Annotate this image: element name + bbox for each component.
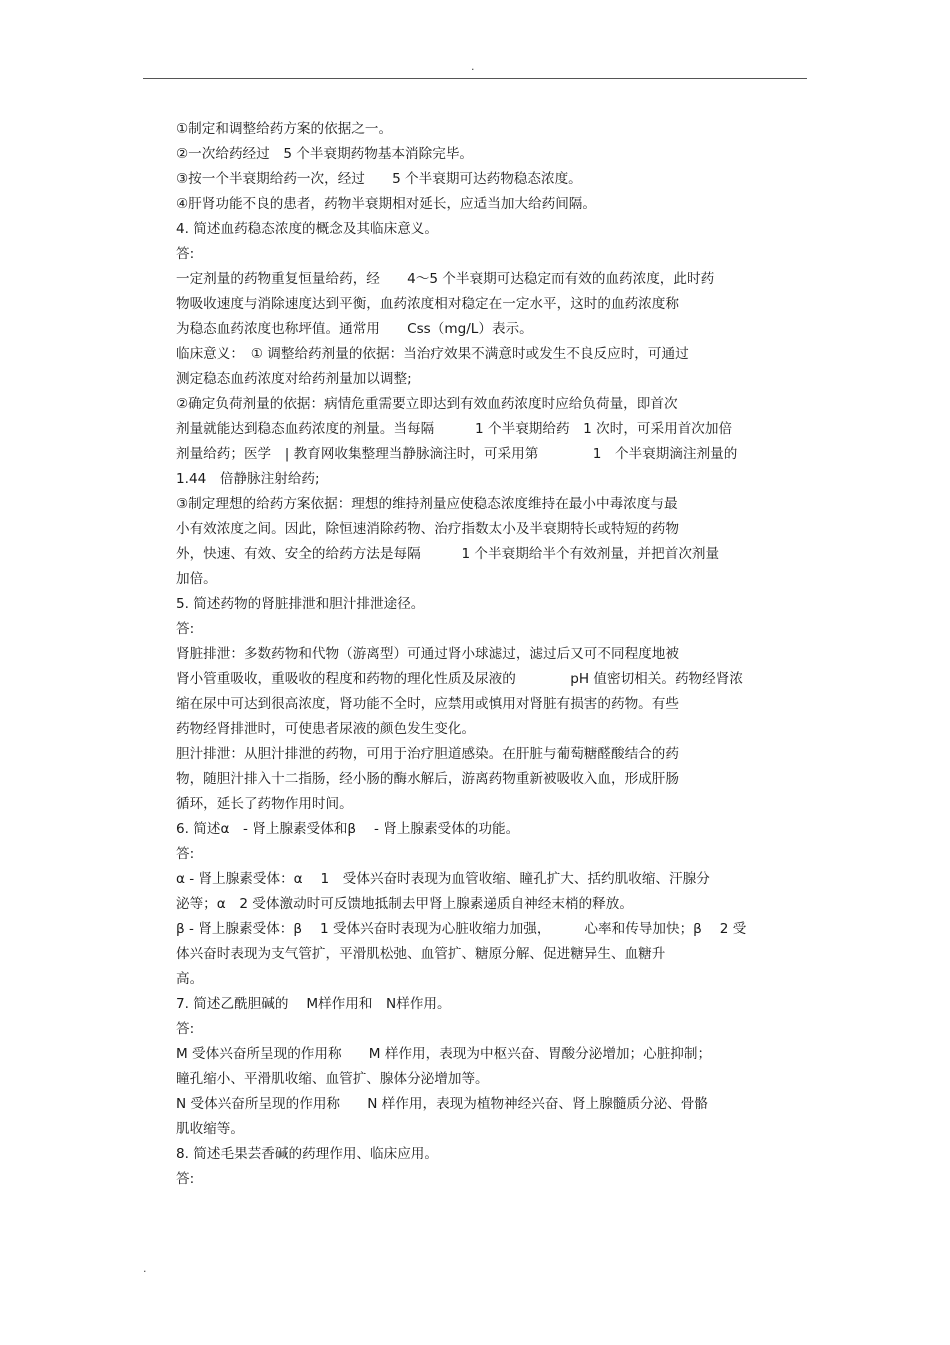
text-line: N 受体兴奋所呈现的作用称 N 样作用，表现为植物神经兴奋、肾上腺髓质分泌、骨骼: [176, 1096, 708, 1112]
text-line: 剂量给药；医学 | 教育网收集整理当静脉滴注时，可采用第 1 个半衰期滴注剂量的: [176, 446, 738, 462]
text-line: 肌收缩等。: [176, 1121, 244, 1137]
text-line: ④肝肾功能不良的患者，药物半衰期相对延长，应适当加大给药间隔。: [176, 196, 596, 212]
text-line: 胆汁排泄：从胆汁排泄的药物，可用于治疗胆道感染。在肝脏与葡萄糖醛酸结合的药: [176, 746, 679, 762]
text-line: 7. 简述乙酰胆碱的 M样作用和 N样作用。: [176, 996, 451, 1012]
text-line: 测定稳态血药浓度对给药剂量加以调整;: [176, 371, 412, 387]
text-line: α - 肾上腺素受体：α 1 受体兴奋时表现为血管收缩、瞳孔扩大、括约肌收缩、汗腺分: [176, 871, 710, 887]
text-line: 肾脏排泄：多数药物和代物（游离型）可通过肾小球滤过，滤过后又可不同程度地被: [176, 646, 679, 662]
text-line: ③按一个半衰期给药一次，经过 5 个半衰期可达药物稳态浓度。: [176, 171, 582, 187]
text-line: β - 肾上腺素受体：β 1 受体兴奋时表现为心脏收缩力加强， 心率和传导加快；β 2 受: [176, 921, 747, 937]
text-line: 答:: [176, 621, 195, 637]
header-mark: .: [471, 60, 475, 73]
header-rule: [143, 78, 807, 79]
text-line: 4. 简述血药稳态浓度的概念及其临床意义。: [176, 221, 438, 237]
text-line: 小有效浓度之间。因此，除恒速消除药物、治疗指数太小及半衰期特长或特短的药物: [176, 521, 679, 537]
text-line: 6. 简述α - 肾上腺素受体和β - 肾上腺素受体的功能。: [176, 821, 520, 837]
footer-mark: .: [143, 1262, 147, 1275]
text-line: ①制定和调整给药方案的依据之一。: [176, 121, 393, 137]
text-line: 1.44 倍静脉注射给药;: [176, 471, 320, 487]
text-line: 缩在尿中可达到很高浓度，肾功能不全时，应禁用或慎用对肾脏有损害的药物。有些: [176, 696, 679, 712]
text-line: ③制定理想的给药方案依据：理想的维持剂量应使稳态浓度维持在最小中毒浓度与最: [176, 496, 678, 512]
text-line: 肾小管重吸收，重吸收的程度和药物的理化性质及尿液的 pH 值密切相关。药物经肾浓: [176, 671, 743, 687]
text-line: 高。: [176, 971, 204, 987]
text-line: 循环，延长了药物作用时间。: [176, 796, 353, 812]
text-line: 物，随胆汁排入十二指肠，经小肠的酶水解后，游离药物重新被吸收入血，形成肝肠: [176, 771, 679, 787]
text-line: 5. 简述药物的肾脏排泄和胆汁排泄途径。: [176, 596, 425, 612]
text-line: 临床意义： ① 调整给药剂量的依据：当治疗效果不满意时或发生不良反应时，可通过: [176, 346, 689, 362]
document-body: [176, 117, 816, 1192]
text-line: 物吸收速度与消除速度达到平衡，血药浓度相对稳定在一定水平，这时的血药浓度称: [176, 296, 679, 312]
text-line: 8. 简述毛果芸香碱的药理作用、临床应用。: [176, 1146, 438, 1162]
text-line: 答:: [176, 1021, 195, 1037]
text-line: 为稳态血药浓度也称坪值。通常用 Css（mg/L）表示。: [176, 321, 533, 337]
text-line: 剂量就能达到稳态血药浓度的剂量。当每隔 1 个半衰期给药 1 次时，可采用首次加倍: [176, 421, 733, 437]
text-line: 一定剂量的药物重复恒量给药，经 4～5 个半衰期可达稳定而有效的血药浓度，此时药: [176, 271, 715, 287]
text-line: 瞳孔缩小、平滑肌收缩、血管扩、腺体分泌增加等。: [176, 1071, 489, 1087]
text-line: 泌等；α 2 受体激动时可反馈地抵制去甲肾上腺素递质自神经末梢的释放。: [176, 896, 633, 912]
text-line: M 受体兴奋所呈现的作用称 M 样作用，表现为中枢兴奋、胃酸分泌增加；心脏抑制；: [176, 1046, 712, 1062]
text-line: ②一次给药经过 5 个半衰期药物基本消除完毕。: [176, 146, 474, 162]
text-line: 外，快速、有效、安全的给药方法是每隔 1 个半衰期给半个有效剂量，并把首次剂量: [176, 546, 720, 562]
text-line: 答:: [176, 846, 195, 862]
text-line: 答:: [176, 1171, 195, 1187]
text-line: 药物经肾排泄时，可使患者尿液的颜色发生变化。: [176, 721, 476, 737]
text-line: 加倍。: [176, 571, 217, 587]
text-line: ②确定负荷剂量的依据：病情危重需要立即达到有效血药浓度时应给负荷量，即首次: [176, 396, 678, 412]
text-line: 答:: [176, 246, 195, 262]
text-line: 体兴奋时表现为支气管扩，平滑肌松弛、血管扩、糖原分解、促进糖异生、血糖升: [176, 946, 666, 962]
